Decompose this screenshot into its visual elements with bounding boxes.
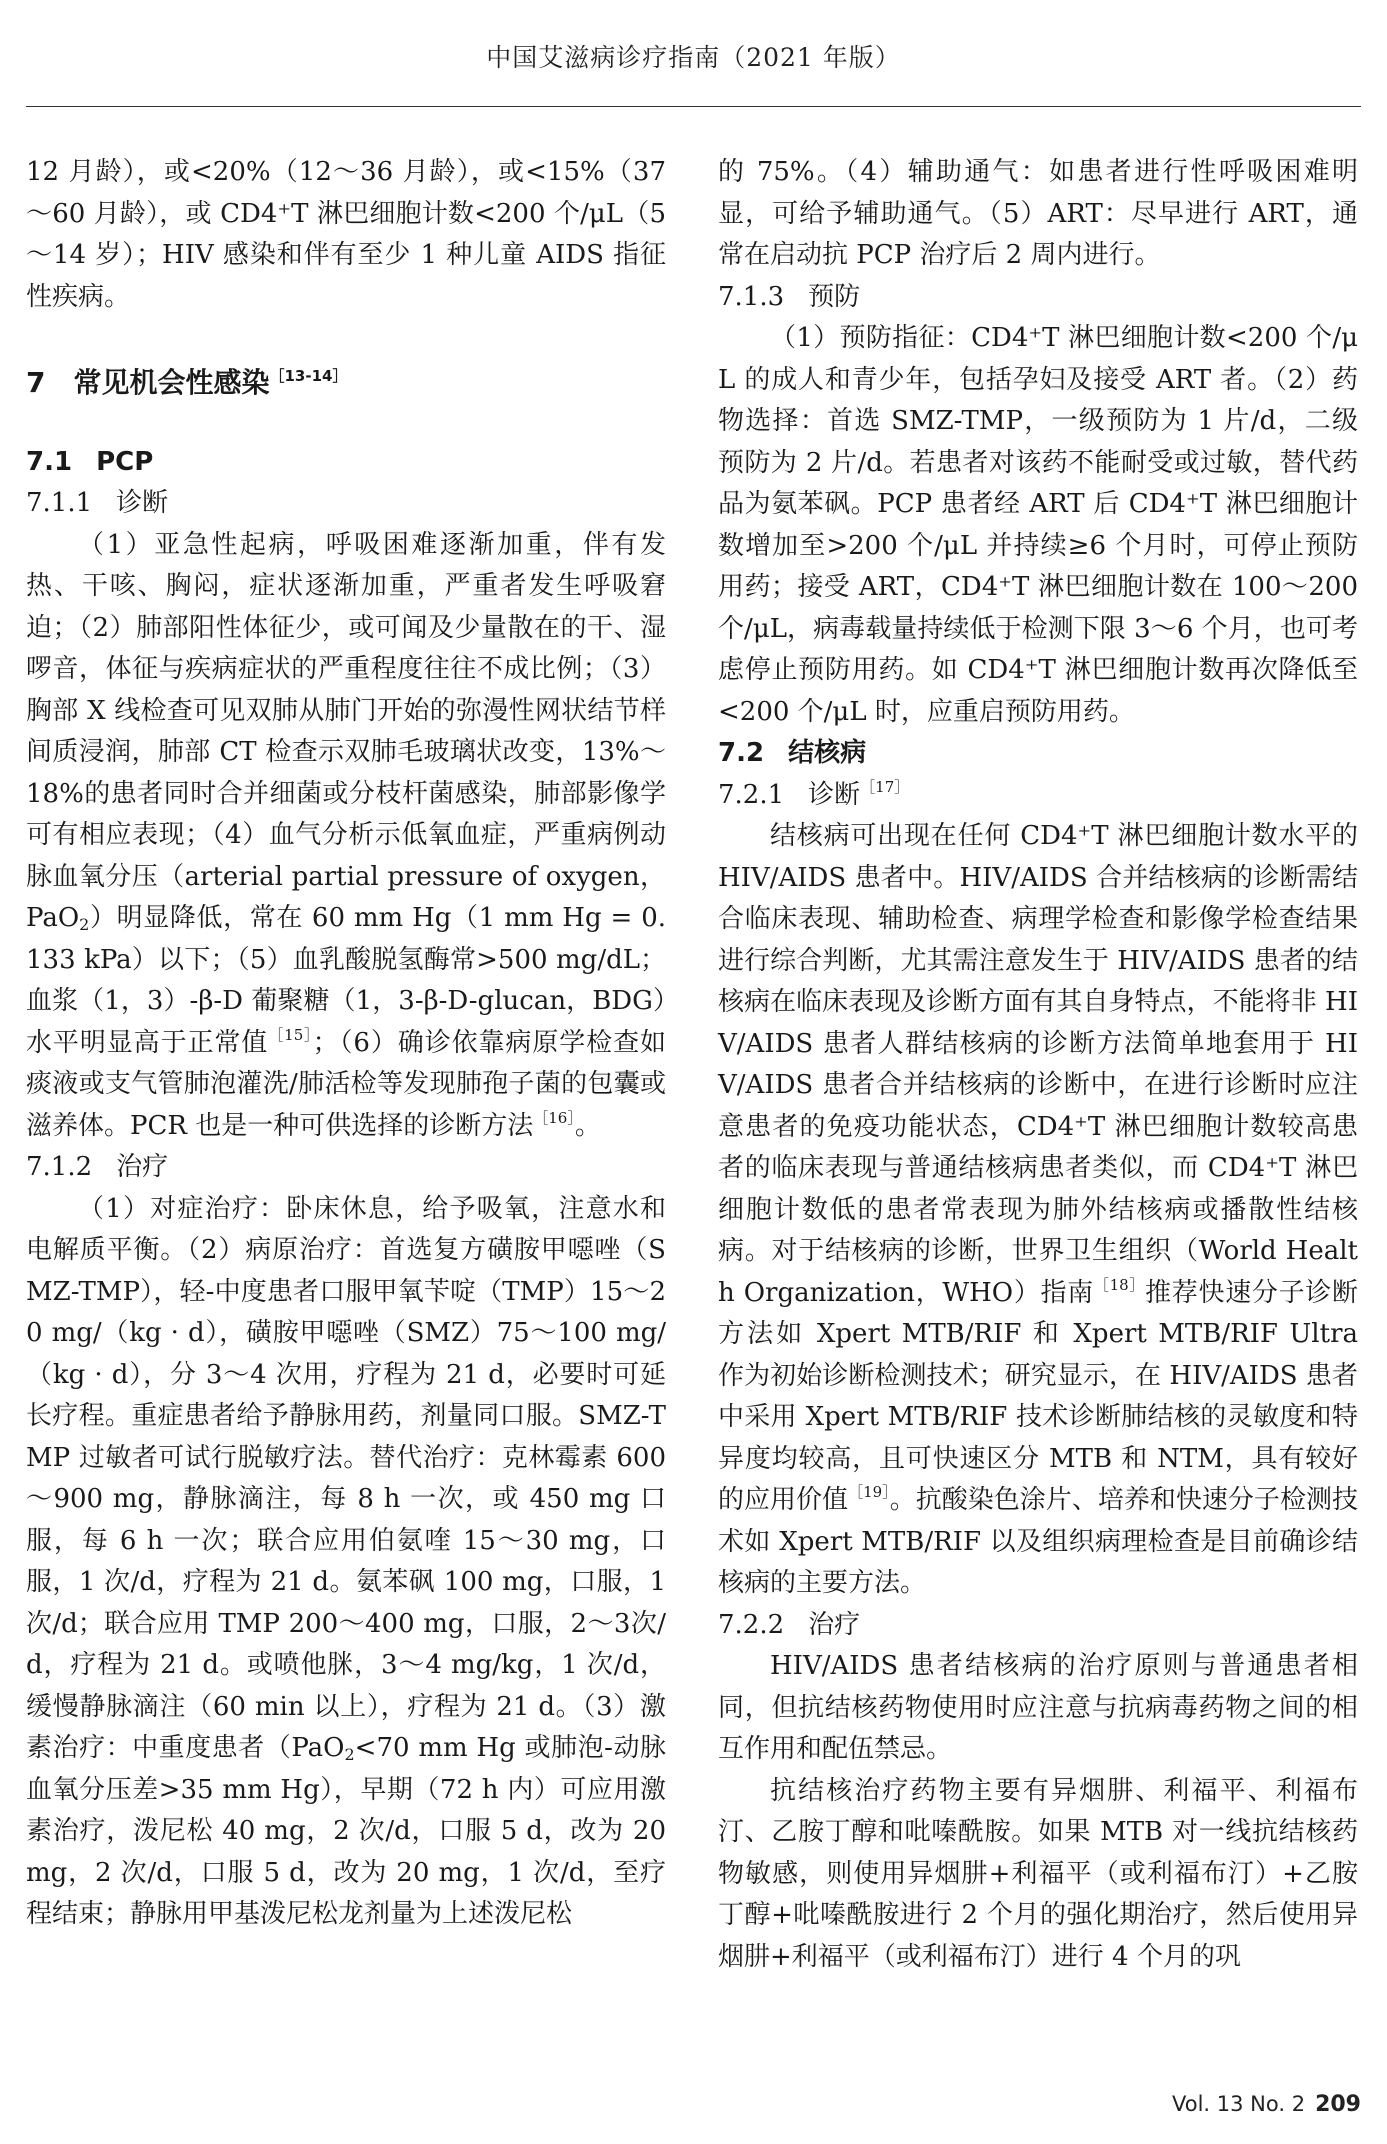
left-column xyxy=(26,152,666,1936)
heading-title: 诊断 xyxy=(116,488,169,518)
page-footer xyxy=(1172,2092,1361,2117)
text-run: ；（6）确诊依靠病原学检查如痰液或支气管肺泡灌洗/肺活检等发现肺孢子菌的包囊或滋养体。PCR 也是一种可供选择的诊断方法 xyxy=(26,1027,666,1141)
running-header: 中国艾滋病诊疗指南（2021 年版） xyxy=(486,43,901,72)
text-run: ）明显降低，常在 60 mm Hg（1 mm Hg = 0.133 kPa）以下；（5）血乳酸脱氢酶常>500 mg/dL；血浆（1，3）-β-D 葡聚糖（1，3-β-D-glucan，BDG）水平明显高于正常值 xyxy=(26,903,666,1058)
heading-number: 7.1.2 xyxy=(26,1152,93,1182)
heading-title: 治疗 xyxy=(808,1609,861,1640)
citation: ［13-14］ xyxy=(269,367,348,385)
volume-issue: Vol. 13 No. 2 xyxy=(1171,2092,1306,2116)
heading-title: 诊断 xyxy=(808,779,861,810)
heading-7-2-1 xyxy=(718,775,1358,817)
text-run: （1）对症治疗：卧床休息，给予吸氧，注意水和电解质平衡。（2）病原治疗：首选复方磺胺甲噁唑（SMZ-TMP），轻-中度患者口服甲氧苄啶（TMP）15～20 mg/（kg · d），磺胺甲噁唑（SMZ）75～100 mg/（kg · d），分 3～4 次用，疗程为 21 d，必要时可延长疗程。重症患者给予静脉用药，剂量同口服。SMZ-TMP 过敏者可试行脱敏疗法。替代治疗：克林霉素 600～900 mg，静脉滴注，每 8 h 一次，或 450 mg 口服，每 6 h 一次；联合应用伯氨喹 15～30 mg，口服，1 次/d，疗程为 21 d。氨苯砜 100 mg，口服，1 次/d；联合应用 TMP 200～400 mg，口服，2～3次/d，疗程为 21 d。或喷他脒，3～4 mg/kg，1 次/d，缓慢静脉滴注（60 min 以上），疗程为 21 d。（3）激素治疗：中重度患者（PaO xyxy=(26,1193,666,1763)
tb-treatment-paragraph-2: 抗结核治疗药物主要有异烟肼、利福平、利福布汀、乙胺丁醇和吡嗪酰胺。如果 MTB 对一线抗结核药物敏感，则使用异烟肼+利福平（或利福布汀）+乙胺丁醇+吡嗪酰胺进行 2 个月的强化期治疗，然后使用异烟肼+利福平（或利福布汀）进行 4 个月的巩 xyxy=(718,1775,1358,1972)
text-run: 。抗酸染色涂片、培养和快速分子检测技术如 Xpert MTB/RIF 以及组织病理检查是目前确诊结核病的主要方法。 xyxy=(718,1485,1358,1598)
citation: ［17］ xyxy=(860,777,910,796)
header-rule xyxy=(26,106,1361,107)
subsection-heading-7-2 xyxy=(718,733,1358,775)
heading-number: 7.1.1 xyxy=(26,488,93,518)
heading-number: 7.2.2 xyxy=(718,1609,785,1640)
heading-7-1-3 xyxy=(718,277,1358,319)
heading-title: 预防 xyxy=(808,281,861,312)
section-title: 常见机会性感染 xyxy=(73,366,270,399)
text-run: （1）亚急性起病，呼吸困难逐渐加重，伴有发热、干咳、胸闷，症状逐渐加重，严重者发生呼吸窘迫；（2）肺部阳性体征少，或可闻及少量散在的干、湿啰音，体征与疾病症状的严重程度往往不成比例；（3）胸部 X 线检查可见双肺从肺门开始的弥漫性网状结节样间质浸润，肺部 CT 检查示双肺毛玻璃状改变，13%～18%的患者同时合并细菌或分枝杆菌感染，肺部影像学可有相应表现；（4）血气分析示低氧血症，严重病例动脉血氧分压（arterial partial pressure of oxygen，PaO xyxy=(26,529,666,933)
heading-number: 7.2.1 xyxy=(718,779,785,810)
heading-7-2-2 xyxy=(718,1605,1358,1647)
subsection-title: PCP xyxy=(96,446,154,477)
heading-7-1-2 xyxy=(26,1147,666,1189)
continuation-paragraph: 的 75%。（4）辅助通气：如患者进行性呼吸困难明显，可给予辅助通气。（5）ART：尽早进行 ART，通常在启动抗 PCP 治疗后 2 周内进行。 xyxy=(718,157,1358,270)
diagnosis-paragraph xyxy=(26,525,666,1148)
subsection-heading-7-1 xyxy=(26,442,666,484)
section-number: 7 xyxy=(26,366,46,399)
page-number: 209 xyxy=(1315,2092,1361,2117)
prevention-paragraph: （1）预防指征：CD4⁺T 淋巴细胞计数<200 个/μL 的成人和青少年，包括孕妇及接受 ART 者。（2）药物选择：首选 SMZ-TMP，一级预防为 1 片/d，二级预防为 2 片/d。若患者对该药不能耐受或过敏，替代药品为氨苯砜。PCP 患者经 ART 后 CD4⁺T 淋巴细胞计数增加至>200 个/μL 并持续≥6 个月时，可停止预防用药；接受 ART，CD4⁺T 淋巴细胞计数在 100～200 个/μL，病毒载量持续低于检测下限 3～6 个月，也可考虑停止预防用药。如 CD4⁺T 淋巴细胞计数再次降低至<200 个/μL 时，应重启预防用药。 xyxy=(718,323,1358,727)
heading-title: 治疗 xyxy=(116,1152,169,1182)
tb-diagnosis-paragraph xyxy=(718,816,1358,1605)
citation: ［19］ xyxy=(848,1483,890,1501)
text-run: 推荐快速分子诊断方法如 Xpert MTB/RIF 和 Xpert MTB/RIF Ultra 作为初始诊断检测技术；研究显示，在 HIV/AIDS 患者中采用 Xpert MTB/RIF 技术诊断肺结核的灵敏度和特异度均较高，且可快速区分 MTB 和 NTM，具有较好的应用价值 xyxy=(718,1277,1358,1515)
text-run: <70 mm Hg 或肺泡-动脉血氧分压差>35 mm Hg），早期（72 h 内）可应用激素治疗，泼尼松 40 mg，2 次/d，口服 5 d，改为 20 mg，2 次/d，口服 5 d，改为 20 mg，1 次/d，至疗程结束；静脉用甲基泼尼松龙剂量为上述泼尼松 xyxy=(26,1733,666,1929)
text-run: 。 xyxy=(574,1110,601,1141)
citation: ［18］ xyxy=(1093,1275,1146,1294)
tb-treatment-paragraph-1: HIV/AIDS 患者结核病的治疗原则与普通患者相同，但抗结核药物使用时应注意与抗病毒药物之间的相互作用和配伍禁忌。 xyxy=(718,1651,1358,1764)
intro-paragraph: 12 月龄），或<20%（12～36 月龄），或<15%（37～60 月龄），或 CD4⁺T 淋巴细胞计数<200 个/μL（5～14 岁）；HIV 感染和伴有至少 1 种儿童 AIDS 指征性疾病。 xyxy=(26,157,666,312)
right-column xyxy=(718,152,1358,1978)
subscript: 2 xyxy=(79,915,90,934)
subsection-title: 结核病 xyxy=(788,738,867,768)
treatment-paragraph xyxy=(26,1189,666,1936)
text-run: 结核病可出现在任何 CD4⁺T 淋巴细胞计数水平的 HIV/AIDS 患者中。HIV/AIDS 合并结核病的诊断需结合临床表现、辅助检查、病理学检查和影像学检查结果进行综合判断，尤其需注意发生于 HIV/AIDS 患者的结核病在临床表现及诊断方面有其自身特点，不能将非 HIV/AIDS 患者人群结核病的诊断方法简单地套用于 HIV/AIDS 患者合并结核病的诊断中，在进行诊断时应注意患者的免疫功能状态，CD4⁺T 淋巴细胞计数较高患者的临床表现与普通结核病患者类似，而 CD4⁺T 淋巴细胞计数低的患者常表现为肺外结核病或播散性结核病。对于结核病的诊断，世界卫生组织（World Health Organization，WHO）指南 xyxy=(718,821,1358,1308)
subscript: 2 xyxy=(344,1745,355,1764)
citation: ［15］ xyxy=(268,1025,313,1044)
subsection-number: 7.2 xyxy=(718,738,765,768)
heading-number: 7.1.3 xyxy=(718,281,785,312)
section-heading-7 xyxy=(26,362,666,404)
heading-7-1-1 xyxy=(26,483,666,525)
subsection-number: 7.1 xyxy=(26,446,73,477)
citation: ［16］ xyxy=(533,1108,575,1127)
